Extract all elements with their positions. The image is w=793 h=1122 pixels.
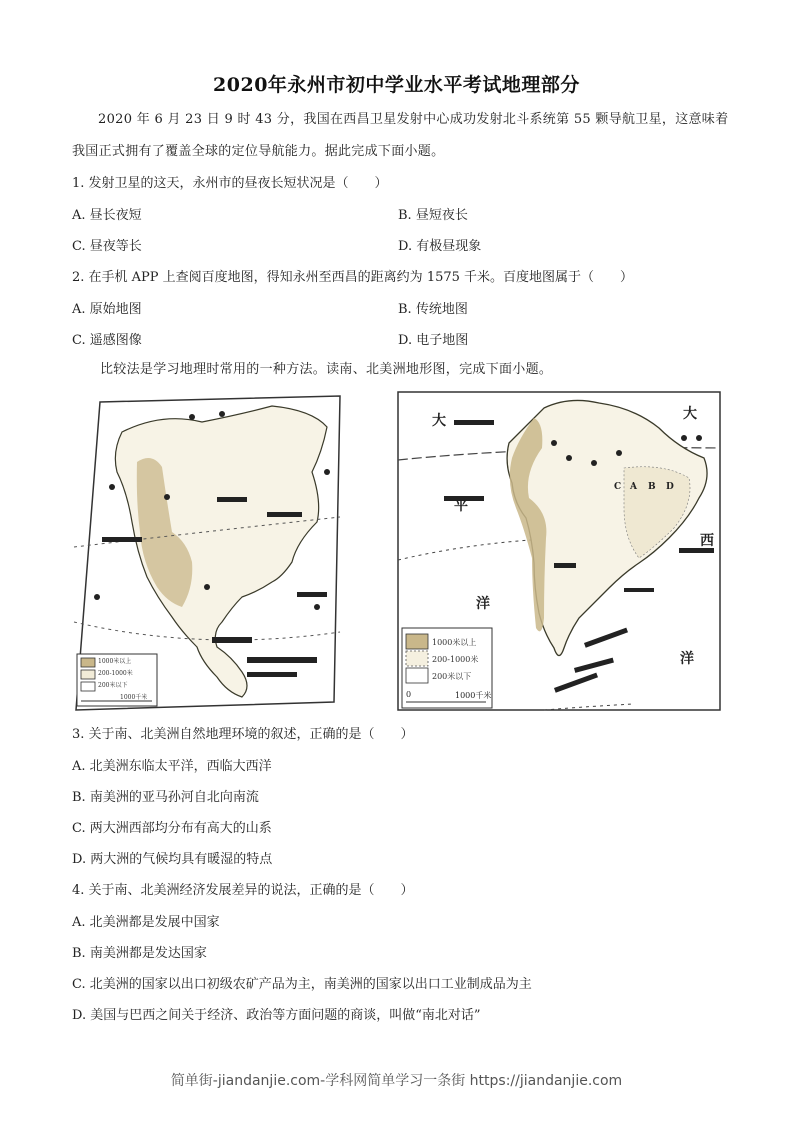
question-2-stem: 2. 在手机 APP 上查阅百度地图，得知永州至西昌的距离约为 1575 千米。百度地图属于（ ） [72,270,634,285]
region-label-c: C [614,482,622,492]
question-3-option-a[interactable]: A. 北美洲东临太平洋，西临大西洋 [72,759,272,774]
legend-label: 200米以下 [432,672,472,681]
question-3-option-d[interactable]: D. 两大洲的气候均具有暖湿的特点 [72,852,273,867]
question-1-option-b[interactable]: B. 昼短夜长 [398,208,468,223]
question-3-option-c[interactable]: C. 两大洲西部均分布有高大的山系 [72,821,272,836]
question-1-option-d[interactable]: D. 有极昼现象 [398,239,482,254]
page-title: 2020年永州市初中学业水平考试地理部分 [213,74,580,96]
question-4-option-b[interactable]: B. 南美洲都是发达国家 [72,946,207,961]
question-3-option-b[interactable]: B. 南美洲的亚马孙河自北向南流 [72,790,259,805]
map-intro-text: 比较法是学习地理时常用的一种方法。读南、北美洲地形图，完成下面小题。 [100,362,553,377]
region-label-a: A [630,482,637,492]
question-1-option-a[interactable]: A. 昼长夜短 [72,208,142,223]
question-2-option-a[interactable]: A. 原始地图 [72,302,142,317]
question-2-option-d[interactable]: D. 电子地图 [398,333,469,348]
question-1-option-c[interactable]: C. 昼夜等长 [72,239,142,254]
question-4-option-d[interactable]: D. 美国与巴西之间关于经济、政治等方面问题的商谈，叫做“南北对话” [72,1008,481,1023]
ocean-label: 大 [683,406,697,422]
legend-label: 200-1000米 [98,670,133,677]
question-3-stem: 3. 关于南、北美洲自然地理环境的叙述，正确的是（ ） [72,727,414,742]
question-4-stem: 4. 关于南、北美洲经济发展差异的说法，正确的是（ ） [72,883,414,898]
ocean-label: 洋 [476,596,490,612]
ocean-label: 大 [432,413,446,429]
question-2-option-c[interactable]: C. 遥感图像 [72,333,142,348]
ocean-label: 平 [454,498,468,514]
question-1-stem: 1. 发射卫星的这天，永州市的昼夜长短状况是（ ） [72,176,388,191]
legend-label: 200米以下 [98,682,128,689]
footer-watermark: 简单街-jiandanjie.com-学科网简单学习一条街 https://jiandanjie.com [170,1073,623,1089]
intro-paragraph-line-1: 2020 年 6 月 23 日 9 时 43 分，我国在西昌卫星发射中心成功发射北斗系统第 55 颗导航卫星，这意味着 [98,112,729,127]
south-america-legend-labels [432,634,478,685]
ocean-label: 洋 [680,651,694,667]
region-label-d: D [666,482,674,492]
scale-label: 1000千米 [120,694,148,701]
question-4-option-c[interactable]: C. 北美洲的国家以出口初级农矿产品为主，南美洲的国家以出口工业制成品为主 [72,977,532,992]
legend-label: 1000米以上 [432,638,477,647]
scale-start-label: 0 [406,690,412,699]
question-4-option-a[interactable]: A. 北美洲都是发展中国家 [72,915,220,930]
north-america-legend-labels [98,656,147,704]
legend-label: 1000米以上 [98,658,132,665]
scale-label: 1000千米 [455,691,492,700]
question-2-option-b[interactable]: B. 传统地图 [398,302,468,317]
region-label-b: B [648,482,656,492]
legend-label: 200-1000米 [432,655,479,664]
ocean-label: 西 [700,533,714,549]
intro-paragraph-line-2: 我国正式拥有了覆盖全球的定位导航能力。据此完成下面小题。 [72,144,445,159]
